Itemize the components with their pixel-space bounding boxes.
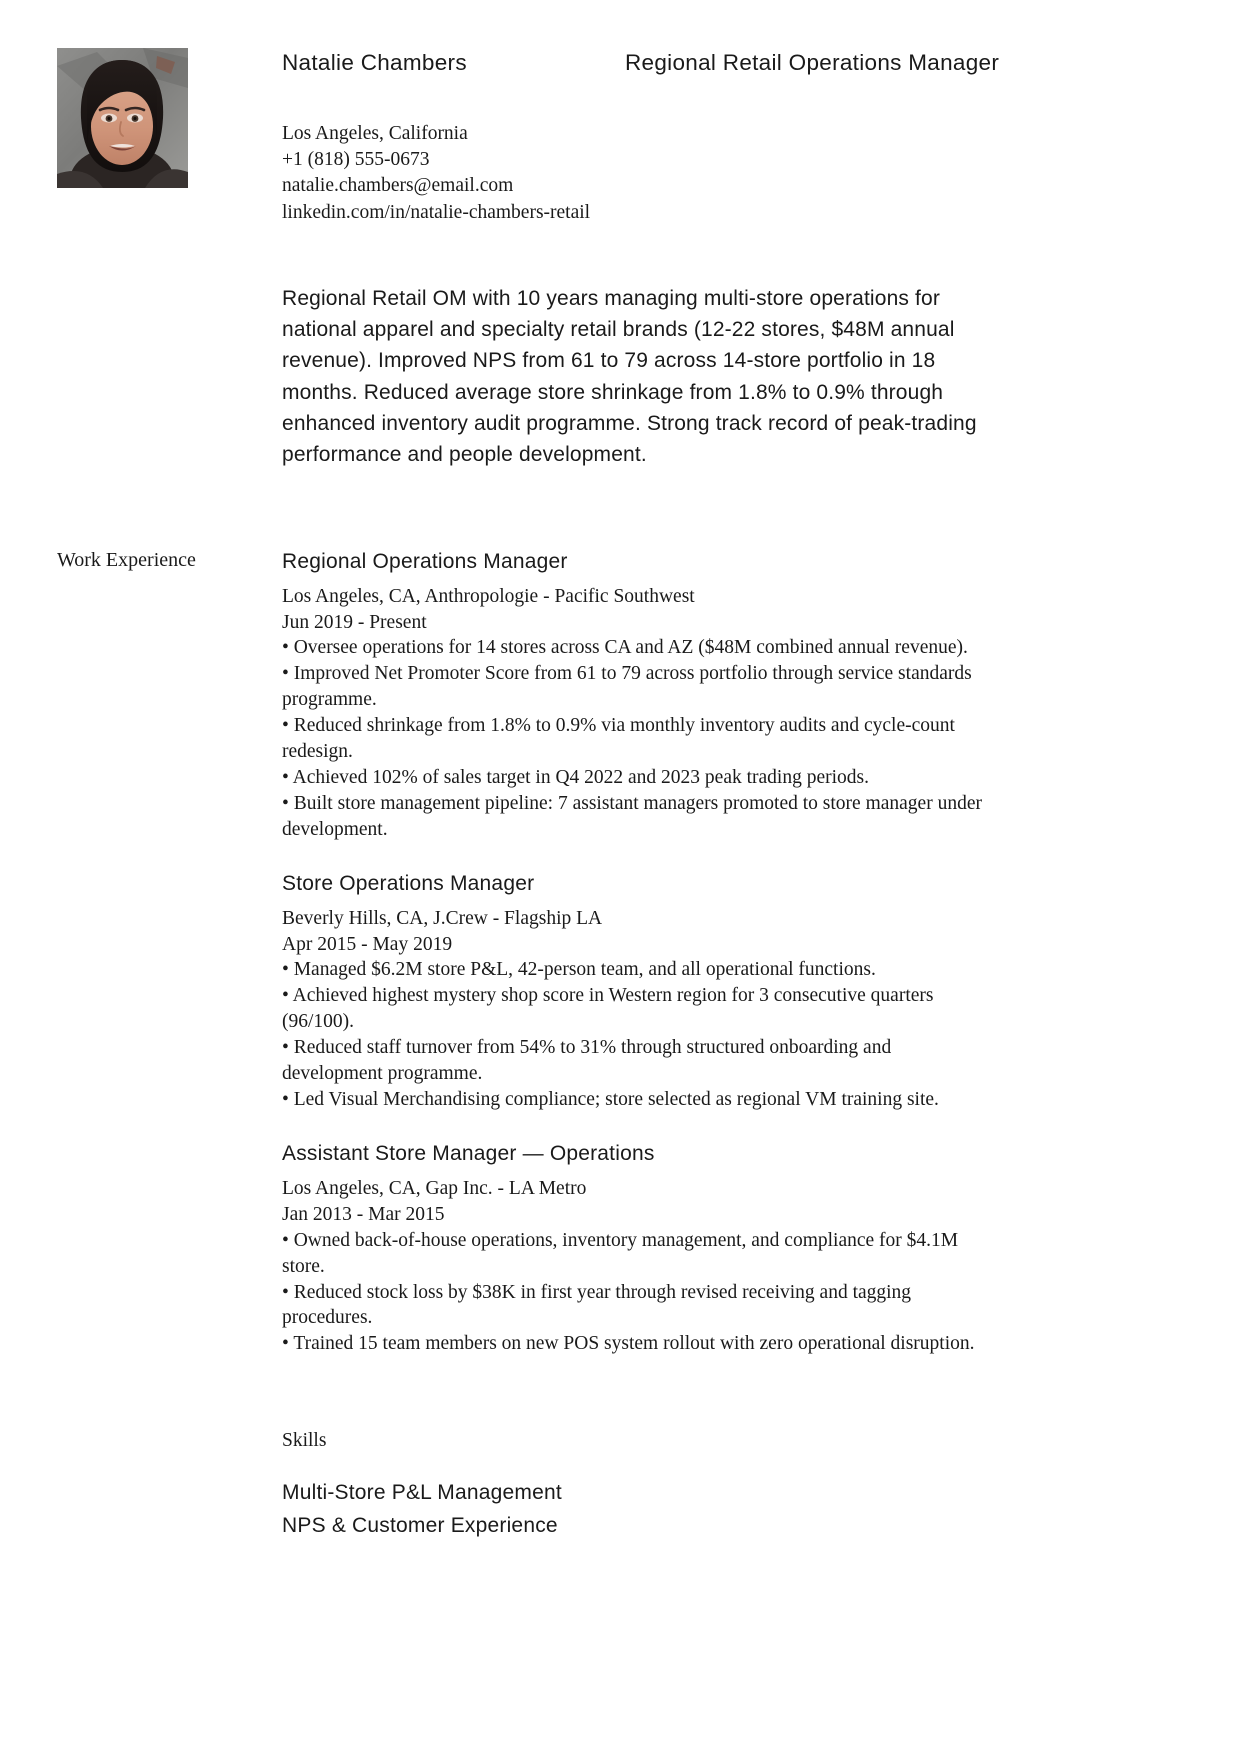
contact-phone: +1 (818) 555-0673 bbox=[282, 149, 430, 171]
job-entry bbox=[282, 547, 1111, 843]
job-bullet: • Reduced shrinkage from 1.8% to 0.9% via monthly inventory audits and cycle-count redesign. bbox=[282, 715, 955, 763]
work-experience-content-column bbox=[282, 547, 1241, 1543]
header-text-column bbox=[282, 48, 1241, 226]
person-job-title: Regional Retail Operations Manager bbox=[625, 50, 1000, 75]
job-meta bbox=[282, 1176, 1111, 1228]
job-bullet: • Led Visual Merchandising compliance; store selected as regional VM training site. bbox=[282, 1089, 939, 1110]
job-dates: Jan 2013 - Mar 2015 bbox=[282, 1203, 445, 1225]
work-experience-section bbox=[0, 547, 1241, 1543]
contact-email[interactable]: natalie.chambers@email.com bbox=[282, 175, 514, 197]
job-bullet: • Improved Net Promoter Score from 61 to 79 across portfolio through service standards programme. bbox=[282, 663, 972, 711]
photo-column bbox=[0, 48, 282, 188]
skills-section bbox=[282, 1427, 1111, 1542]
job-bullet-list bbox=[282, 1228, 1111, 1358]
summary-section bbox=[0, 283, 1241, 471]
resume-header bbox=[0, 0, 1241, 226]
job-meta bbox=[282, 906, 1111, 958]
person-name: Natalie Chambers bbox=[282, 50, 467, 75]
section-label-work-experience: Work Experience bbox=[57, 548, 196, 571]
job-company-location: Beverly Hills, CA, J.Crew - Flagship LA bbox=[282, 907, 603, 929]
summary-content-column bbox=[282, 283, 1241, 471]
job-bullet-list bbox=[282, 957, 1111, 1112]
job-bullet: • Managed $6.2M store P&L, 42-person team, and all operational functions. bbox=[282, 959, 876, 981]
skills-list bbox=[282, 1476, 1111, 1542]
job-entry bbox=[282, 1139, 1111, 1357]
job-bullet: • Trained 15 team members on new POS system rollout with zero operational disruption. bbox=[282, 1333, 975, 1355]
job-company-location: Los Angeles, CA, Anthropologie - Pacific Southwest bbox=[282, 585, 695, 607]
contact-location: Los Angeles, California bbox=[282, 123, 468, 144]
job-bullet: • Reduced stock loss by $38K in first year through revised receiving and tagging procedures. bbox=[282, 1281, 912, 1329]
job-bullet: • Reduced staff turnover from 54% to 31% through structured onboarding and development programme. bbox=[282, 1037, 892, 1085]
job-title: Regional Operations Manager bbox=[282, 549, 568, 573]
job-bullet: • Built store management pipeline: 7 assistant managers promoted to store manager under development. bbox=[282, 792, 982, 840]
contact-details bbox=[282, 121, 1111, 226]
job-company-location: Los Angeles, CA, Gap Inc. - LA Metro bbox=[282, 1177, 587, 1199]
headshot-photo bbox=[57, 48, 188, 188]
job-dates: Apr 2015 - May 2019 bbox=[282, 933, 453, 955]
job-entry bbox=[282, 869, 1111, 1113]
job-bullet: • Oversee operations for 14 stores across CA and AZ ($48M combined annual revenue). bbox=[282, 637, 968, 659]
contact-linkedin[interactable]: linkedin.com/in/natalie-chambers-retail bbox=[282, 201, 591, 223]
skill-item: NPS & Customer Experience bbox=[282, 1514, 558, 1538]
job-title: Store Operations Manager bbox=[282, 871, 535, 895]
work-experience-label-column bbox=[0, 547, 282, 574]
job-bullet: • Owned back-of-house operations, inventory management, and compliance for $4.1M store. bbox=[282, 1229, 959, 1277]
job-meta bbox=[282, 584, 1111, 636]
name-title-line bbox=[282, 48, 1111, 78]
skill-item: Multi-Store P&L Management bbox=[282, 1481, 562, 1505]
job-bullet: • Achieved highest mystery shop score in Western region for 3 consecutive quarters (96/100). bbox=[282, 985, 934, 1033]
skills-heading: Skills bbox=[282, 1430, 327, 1452]
job-list bbox=[282, 547, 1111, 1358]
job-bullet-list bbox=[282, 635, 1111, 842]
job-bullet: • Achieved 102% of sales target in Q4 2022 and 2023 peak trading periods. bbox=[282, 766, 869, 788]
professional-summary: Regional Retail OM with 10 years managing multi-store operations for national apparel and specialty retail brands (12-22 stores, $48M annual revenue). Improved NPS from 61 to 79 across 14-store portfolio in 18 months. Reduced average store shrinkage from 1.8% to 0.9% through enhanced inventory audit programme. Strong track record of peak-trading performance and people development. bbox=[282, 286, 977, 467]
job-title: Assistant Store Manager — Operations bbox=[282, 1141, 655, 1165]
job-dates: Jun 2019 - Present bbox=[282, 611, 427, 633]
